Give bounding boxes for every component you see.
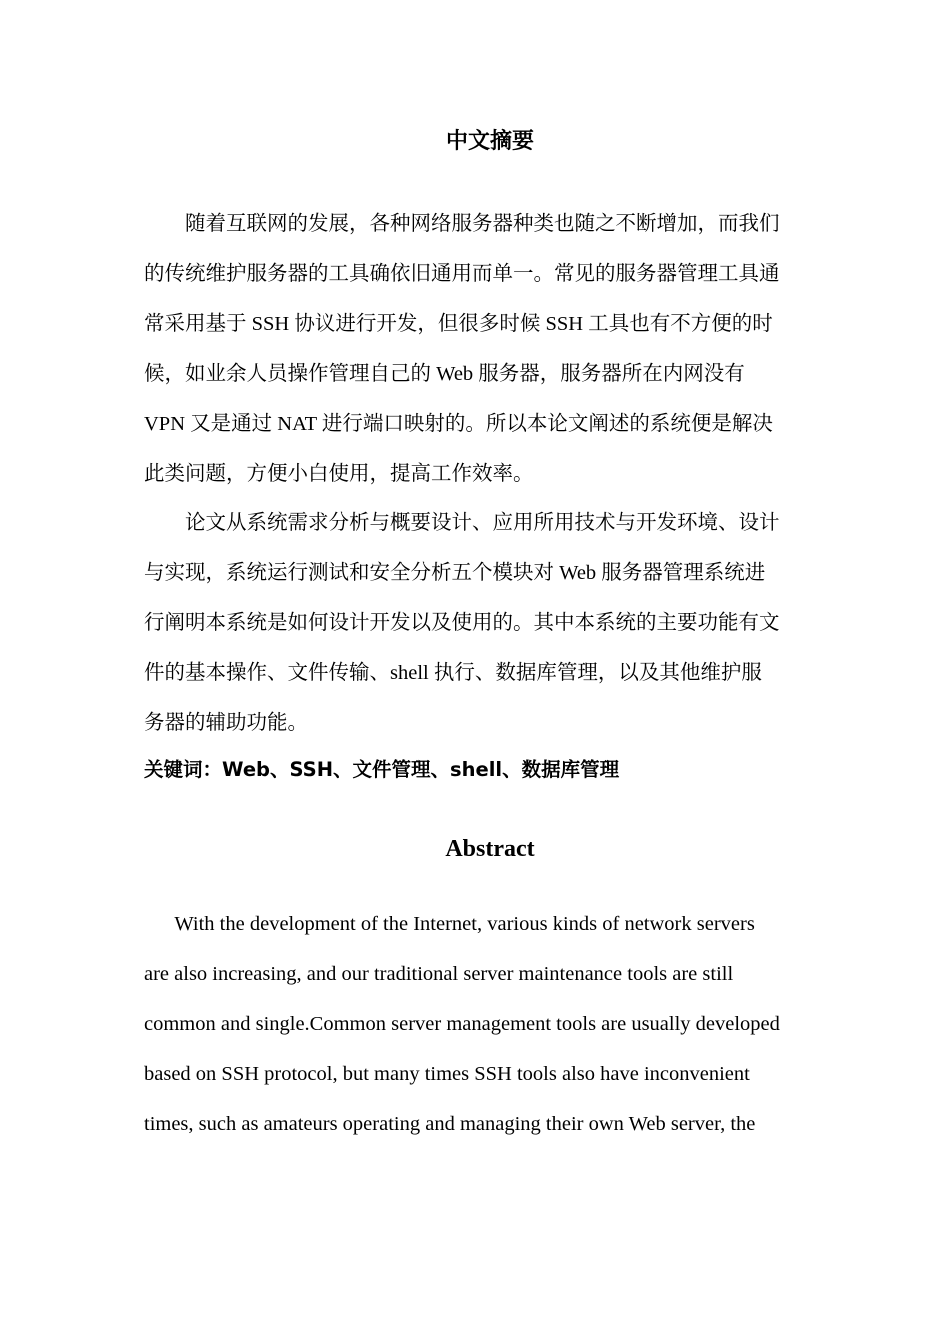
text-line: 常采用基于 SSH 协议进行开发，但很多时候 SSH 工具也有不方便的时 xyxy=(144,313,773,335)
text-line: 行阐明本系统是如何设计开发以及使用的。其中本系统的主要功能有文 xyxy=(144,612,780,634)
chinese-abstract-paragraph-1 xyxy=(144,199,844,499)
text-line: 的传统维护服务器的工具确依旧通用而单一。常见的服务器管理工具通 xyxy=(144,263,780,285)
text-line: 务器的辅助功能。 xyxy=(144,712,308,734)
text-line: With the development of the Internet, various kinds of network servers xyxy=(144,913,755,935)
text-line: common and single.Common server management tools are usually developed xyxy=(144,1013,780,1035)
text-line: VPN 又是通过 NAT 进行端口映射的。所以本论文阐述的系统便是解决 xyxy=(144,413,773,435)
chinese-abstract-title: 中文摘要 xyxy=(445,129,534,154)
text-line: times, such as amateurs operating and managing their own Web server, the xyxy=(144,1113,756,1135)
english-abstract-title: Abstract xyxy=(445,836,535,862)
text-line: 与实现，系统运行测试和安全分析五个模块对 Web 服务器管理系统进 xyxy=(144,562,766,584)
text-line: 候，如业余人员操作管理自己的 Web 服务器，服务器所在内网没有 xyxy=(144,363,745,385)
text-line: 论文从系统需求分析与概要设计、应用所用技术与开发环境、设计 xyxy=(144,512,780,534)
english-abstract-paragraph-1 xyxy=(144,899,844,1149)
text-line: 此类问题，方便小白使用，提高工作效率。 xyxy=(144,463,534,485)
text-line: 随着互联网的发展，各种网络服务器种类也随之不断增加，而我们 xyxy=(144,213,780,235)
text-line: based on SSH protocol, but many times SSH tools also have inconvenient xyxy=(144,1063,750,1085)
text-line: are also increasing, and our traditional server maintenance tools are still xyxy=(144,963,734,985)
chinese-abstract-paragraph-2 xyxy=(144,498,844,748)
chinese-keywords: 关键词：Web、SSH、文件管理、shell、数据库管理 xyxy=(144,758,620,781)
text-line: 件的基本操作、文件传输、shell 执行、数据库管理，以及其他维护服 xyxy=(144,662,762,684)
